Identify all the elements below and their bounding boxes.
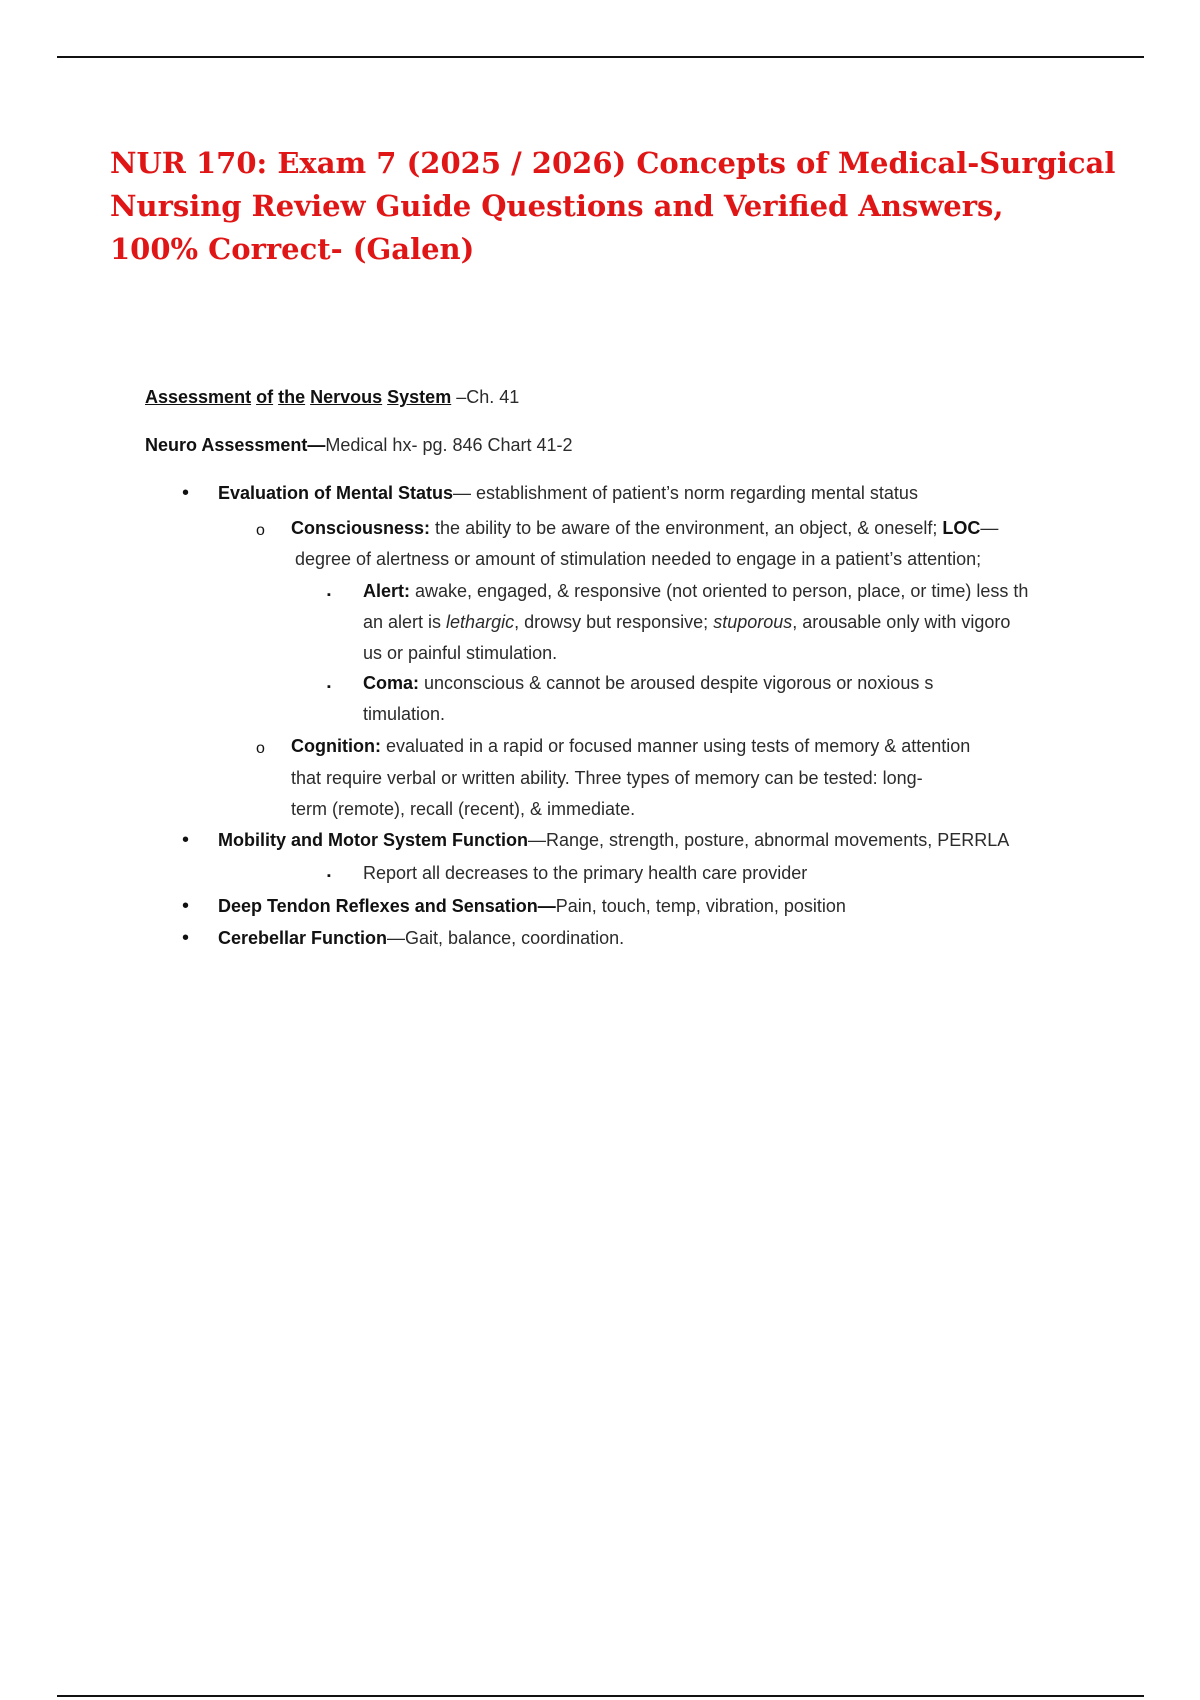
alert-text-1: awake, engaged, & responsive (not oriented to person, place, or time) less th bbox=[410, 581, 1029, 601]
mental-status-item bbox=[218, 482, 918, 504]
cognition-label: Cognition: bbox=[291, 736, 381, 756]
loc-label: LOC bbox=[942, 518, 981, 538]
mental-status-label: Evaluation of Mental Status bbox=[218, 483, 454, 503]
mobility-text: —Range, strength, posture, abnormal movements, PERRLA bbox=[528, 830, 1010, 850]
bullet-square-icon bbox=[327, 581, 331, 606]
consciousness-label: Consciousness: bbox=[291, 518, 431, 538]
lethargic-term: lethargic bbox=[446, 612, 515, 632]
alert-text-2-pre: an alert is bbox=[363, 612, 447, 632]
neuro-text: Medical hx- pg. 846 Chart 41-2 bbox=[325, 435, 573, 455]
top-rule bbox=[57, 56, 1144, 58]
bullet-disc-icon bbox=[182, 927, 189, 949]
bullet-circle-icon bbox=[256, 518, 265, 542]
alert-text-2-post: , arousable only with vigoro bbox=[792, 612, 1011, 632]
consciousness-line-1 bbox=[291, 517, 998, 539]
cognition-line-2: that require verbal or written ability. Three types of memory can be tested: long- bbox=[291, 768, 923, 788]
alert-label: Alert: bbox=[363, 581, 411, 601]
heading-word: of bbox=[256, 387, 274, 407]
title-line-2: Nursing Review Guide Questions and Verified Answers, bbox=[110, 189, 1004, 223]
cognition-line-1 bbox=[291, 735, 970, 757]
alert-line-2 bbox=[363, 611, 1010, 633]
heading-word: Nervous bbox=[310, 387, 383, 407]
coma-text-1: unconscious & cannot be aroused despite vigorous or noxious s bbox=[419, 673, 934, 693]
stuporous-term: stuporous bbox=[713, 612, 793, 632]
alert-line-3: us or painful stimulation. bbox=[363, 643, 558, 663]
cerebellar-label: Cerebellar Function bbox=[218, 928, 388, 948]
reflexes-text: Pain, touch, temp, vibration, position bbox=[555, 896, 846, 916]
alert-line-1 bbox=[363, 580, 1028, 602]
bullet-square-icon bbox=[327, 673, 331, 698]
bullet-disc-icon bbox=[182, 482, 189, 504]
reflexes-label: Deep Tendon Reflexes and Sensation— bbox=[218, 896, 556, 916]
document-title bbox=[110, 142, 1116, 271]
section-heading bbox=[145, 386, 519, 408]
consciousness-text: the ability to be aware of the environment, an object, & oneself; bbox=[430, 518, 943, 538]
consciousness-line-2: degree of alertness or amount of stimulation needed to engage in a patient’s attention; bbox=[295, 549, 982, 569]
title-line-3: 100% Correct- (Galen) bbox=[110, 232, 475, 266]
heading-word: the bbox=[278, 387, 306, 407]
cerebellar-text: —Gait, balance, coordination. bbox=[387, 928, 625, 948]
neuro-assessment-line bbox=[145, 434, 573, 456]
mobility-sub-item: Report all decreases to the primary health care provider bbox=[363, 863, 808, 883]
reflexes-item bbox=[218, 895, 846, 917]
heading-word: Assessment bbox=[145, 387, 252, 407]
loc-dash: — bbox=[980, 518, 999, 538]
bottom-rule bbox=[57, 1695, 1144, 1697]
cognition-text-1: evaluated in a rapid or focused manner using tests of memory & attention bbox=[380, 736, 971, 756]
heading-word: System bbox=[387, 387, 452, 407]
bullet-square-icon bbox=[327, 862, 331, 887]
coma-label: Coma: bbox=[363, 673, 420, 693]
heading-suffix: –Ch. 41 bbox=[456, 387, 520, 407]
mental-status-text: — establishment of patient’s norm regarding mental status bbox=[453, 483, 918, 503]
bullet-disc-icon bbox=[182, 895, 189, 917]
coma-line-2: timulation. bbox=[363, 704, 446, 724]
mobility-label: Mobility and Motor System Function bbox=[218, 830, 528, 850]
cerebellar-item bbox=[218, 927, 624, 949]
title-line-1: NUR 170: Exam 7 (2025 / 2026) Concepts of Medical-Surgical bbox=[110, 146, 1116, 180]
bullet-circle-icon bbox=[256, 736, 265, 760]
alert-text-2-mid: , drowsy but responsive; bbox=[514, 612, 714, 632]
coma-line-1 bbox=[363, 672, 933, 694]
cognition-line-3: term (remote), recall (recent), & immediate. bbox=[291, 799, 636, 819]
mobility-item bbox=[218, 829, 1009, 851]
bullet-disc-icon bbox=[182, 829, 189, 851]
neuro-label: Neuro Assessment— bbox=[145, 435, 326, 455]
